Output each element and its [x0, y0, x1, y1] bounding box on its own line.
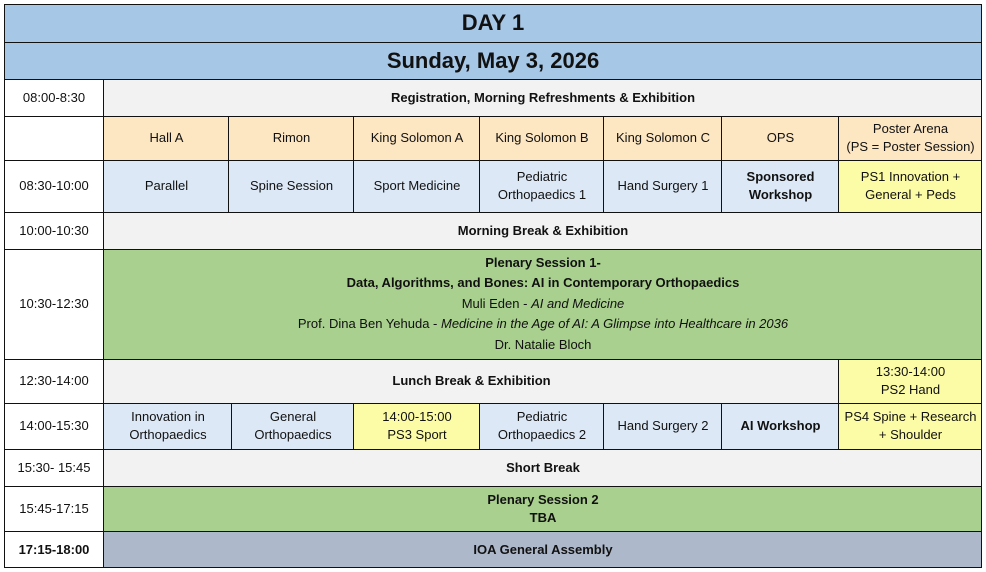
time-plenary2: [4, 486, 104, 531]
time-short-break: [4, 449, 104, 486]
time-label: 08:30-10:00: [19, 178, 89, 193]
poster-session-3: [354, 403, 480, 449]
time-label: 14:00-15:30: [19, 418, 89, 433]
poster-label: + Shoulder: [878, 427, 943, 442]
grid-line: [4, 4, 5, 568]
grid-line: [103, 79, 104, 568]
grid-line: [4, 212, 982, 213]
session-label: Sport Medicine: [373, 178, 461, 193]
speaker-line: [462, 294, 625, 315]
session-label: Workshop: [748, 187, 813, 202]
time-label: 15:30- 15:45: [17, 459, 91, 475]
session-spine: [229, 160, 354, 212]
grid-line: [4, 486, 982, 487]
registration-cell: [104, 79, 982, 116]
short-break-cell: [104, 449, 982, 486]
session-ai-workshop: [722, 403, 839, 449]
room-poster-arena: [839, 116, 982, 160]
speaker-name: Dr. Natalie Bloch: [494, 336, 592, 352]
session-label: Orthopaedics: [254, 427, 332, 442]
session-label: Innovation in: [131, 409, 205, 424]
session-label: Pediatric: [516, 169, 568, 184]
break-text: Short Break: [506, 459, 580, 475]
rooms-time-blank: [4, 116, 104, 160]
grid-line: [353, 403, 354, 449]
plenary1-cell: [104, 249, 982, 359]
morning-break-cell: [104, 212, 982, 249]
plenary-subtitle: Data, Algorithms, and Bones: AI in Contemporary Orthopaedics: [346, 275, 740, 291]
plenary-subtitle: TBA: [529, 509, 557, 525]
day-title-text: DAY 1: [461, 10, 525, 35]
room-king-solomon-b: [480, 116, 604, 160]
session-label: Sponsored: [746, 169, 815, 184]
poster-time: 14:00-15:00: [382, 409, 452, 424]
session-label: Spine Session: [249, 178, 334, 193]
session-label: Orthopaedics 2: [497, 427, 587, 442]
session-label: Orthopaedics: [129, 427, 207, 442]
grid-line: [4, 249, 982, 250]
session-sport-medicine: [354, 160, 480, 212]
time-lunch: [4, 359, 104, 403]
time-label: 12:30-14:00: [19, 373, 89, 388]
session-label: Orthopaedics 1: [497, 187, 587, 202]
grid-line: [4, 42, 982, 43]
grid-line: [721, 403, 722, 449]
grid-line: [838, 359, 839, 403]
room-label: King Solomon A: [370, 130, 464, 145]
session-hand-surgery-1: [604, 160, 722, 212]
room-king-solomon-c: [604, 116, 722, 160]
session-hand-surgery-2: [604, 403, 722, 449]
time-assembly: [4, 531, 104, 568]
plenary-title: Plenary Session 2: [487, 491, 599, 507]
grid-line: [4, 531, 982, 532]
assembly-cell: [104, 531, 982, 568]
grid-line: [838, 403, 839, 449]
room-label: King Solomon B: [495, 130, 589, 145]
grid-line: [4, 4, 982, 5]
poster-label: PS1 Innovation +: [860, 169, 961, 184]
grid-line: [479, 116, 480, 212]
session-label: Hand Surgery 2: [617, 418, 709, 433]
talk-title: AI and Medicine: [531, 295, 625, 311]
speaker-name: Muli Eden -: [461, 295, 532, 311]
time-label: 08:00-8:30: [22, 89, 86, 105]
poster-label: PS3 Sport: [387, 427, 447, 442]
time-label: 17:15-18:00: [18, 541, 90, 557]
session-pediatric-1: [480, 160, 604, 212]
grid-line: [4, 403, 982, 404]
date-title-text: Sunday, May 3, 2026: [386, 47, 600, 73]
time-registration: [4, 79, 104, 116]
speaker-name: Prof. Dina Ben Yehuda -: [297, 316, 441, 332]
session-label: Pediatric: [516, 409, 568, 424]
grid-line: [4, 567, 982, 568]
poster-label: General + Peds: [865, 187, 956, 202]
grid-line: [603, 116, 604, 212]
session-label: Parallel: [144, 178, 189, 193]
date-title: [4, 42, 982, 79]
session-pediatric-2: [480, 403, 604, 449]
room-king-solomon-a: [354, 116, 480, 160]
time-session2: [4, 403, 104, 449]
grid-line: [981, 4, 982, 568]
talk-title: Medicine in the Age of AI: A Glimpse into Healthcare in 2036: [441, 316, 789, 332]
session-label: General: [269, 409, 317, 424]
time-morning-break: [4, 212, 104, 249]
grid-line: [4, 359, 982, 360]
session-label: Hand Surgery 1: [617, 178, 709, 193]
poster-session-2: [839, 359, 982, 403]
lunch-text: Lunch Break & Exhibition: [392, 373, 551, 388]
break-text: Morning Break & Exhibition: [457, 222, 629, 238]
time-label: 10:30-12:30: [19, 296, 89, 311]
poster-label: PS2 Hand: [880, 382, 941, 397]
poster-time: 13:30-14:00: [875, 364, 946, 379]
lunch-cell: [104, 359, 839, 403]
speaker-line: [495, 335, 592, 356]
poster-session-1: [839, 160, 982, 212]
grid-line: [231, 403, 232, 449]
room-label: Rimon: [272, 130, 311, 145]
assembly-text: IOA General Assembly: [473, 541, 613, 557]
room-note: (PS = Poster Session): [846, 139, 975, 154]
room-label: OPS: [766, 130, 795, 145]
registration-text: Registration, Morning Refreshments & Exhibition: [390, 89, 696, 105]
grid-line: [4, 116, 982, 117]
speaker-line: [298, 314, 788, 335]
grid-line: [353, 116, 354, 212]
room-label: King Solomon C: [616, 130, 710, 145]
time-label: 10:00-10:30: [19, 222, 89, 238]
grid-line: [479, 403, 480, 449]
grid-line: [603, 403, 604, 449]
grid-line: [4, 79, 982, 80]
grid-line: [228, 116, 229, 212]
session-general-orthopaedics: [232, 403, 354, 449]
poster-label: PS4 Spine + Research: [844, 409, 977, 424]
poster-session-4: [839, 403, 982, 449]
room-label: Hall A: [149, 130, 184, 145]
room-hall-a: [104, 116, 229, 160]
time-label: 15:45-17:15: [19, 500, 89, 516]
session-sponsored-workshop: [722, 160, 839, 212]
session-innovation: [104, 403, 232, 449]
session-parallel: [104, 160, 229, 212]
time-session1: [4, 160, 104, 212]
plenary-title: Plenary Session 1-: [485, 254, 601, 270]
grid-line: [4, 449, 982, 450]
grid-line: [4, 160, 982, 161]
plenary2-cell: [104, 486, 982, 531]
day-title: [4, 4, 982, 42]
grid-line: [721, 116, 722, 212]
room-label: Poster Arena: [872, 121, 949, 136]
time-plenary1: [4, 249, 104, 359]
room-rimon: [229, 116, 354, 160]
grid-line: [838, 116, 839, 212]
session-label: AI Workshop: [740, 418, 821, 433]
room-ops: [722, 116, 839, 160]
